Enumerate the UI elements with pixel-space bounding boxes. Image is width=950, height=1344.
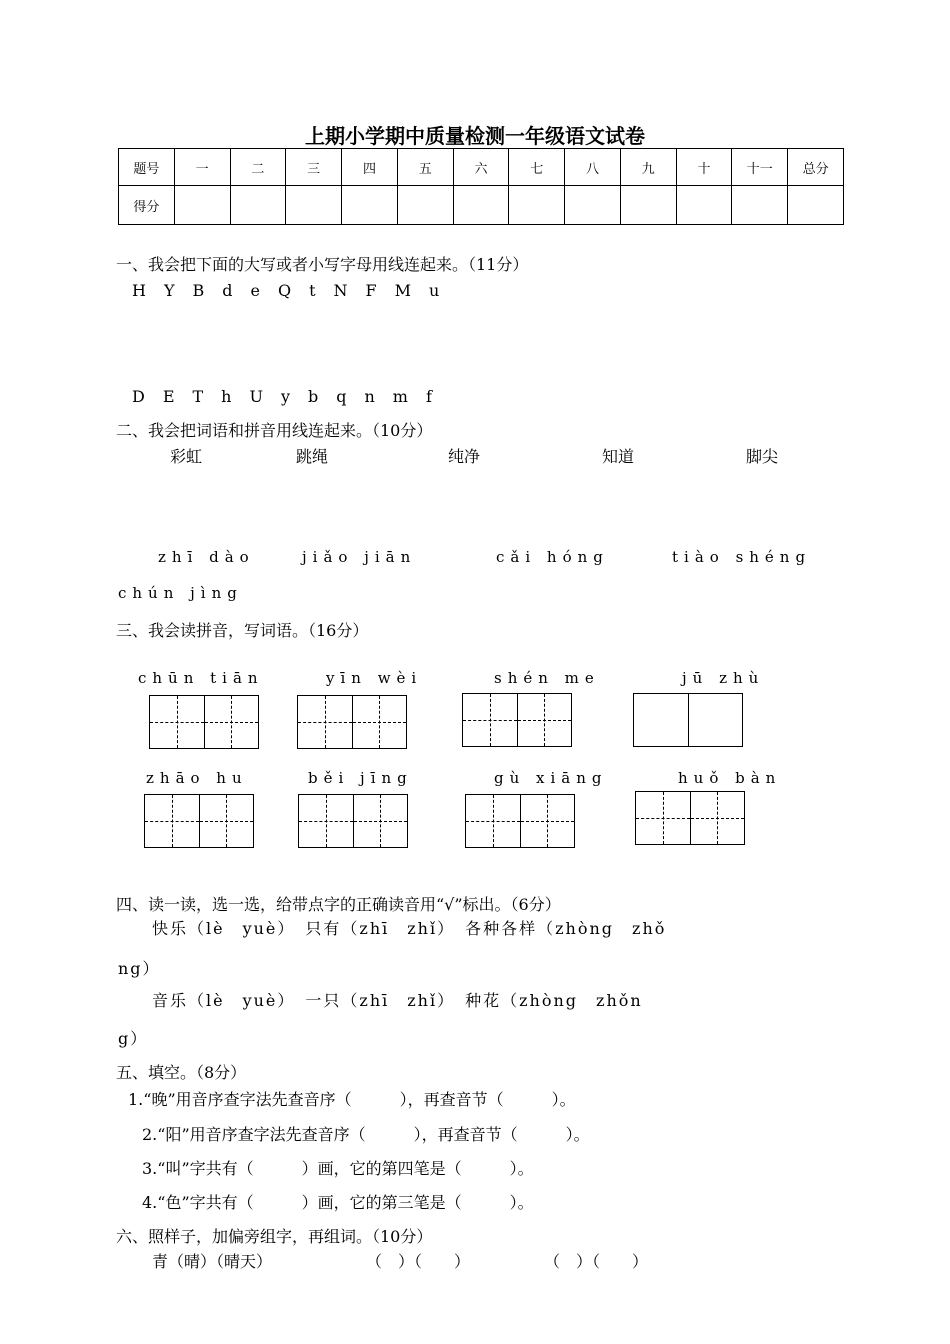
score-cell[interactable] bbox=[453, 186, 509, 225]
q2-word: 脚尖 bbox=[746, 447, 779, 466]
q6-blank[interactable]: （ ）（ ） bbox=[544, 1252, 649, 1271]
q6-heading: 六、照样子，加偏旁组字，再组词。（10分） bbox=[116, 1227, 433, 1246]
header-cell: 五 bbox=[397, 149, 453, 186]
q2-pinyin: chún jìng bbox=[118, 584, 243, 602]
writing-box[interactable] bbox=[144, 794, 254, 848]
writing-box[interactable] bbox=[465, 794, 575, 848]
score-table-score-row bbox=[119, 186, 844, 225]
q2-pinyin: cǎi hóng bbox=[496, 548, 609, 566]
score-table bbox=[118, 148, 844, 225]
score-cell[interactable] bbox=[676, 186, 732, 225]
q2-word: 知道 bbox=[602, 447, 635, 466]
q3-pinyin: jū zhù bbox=[682, 669, 765, 687]
writing-box[interactable] bbox=[635, 791, 745, 845]
score-cell[interactable] bbox=[342, 186, 398, 225]
q4-line: g） bbox=[118, 1029, 149, 1048]
q5-item: 3.“叫”字共有（ ）画，它的第四笔是（ ）。 bbox=[142, 1159, 534, 1178]
header-cell: 十一 bbox=[732, 149, 788, 186]
q2-word: 纯净 bbox=[448, 447, 481, 466]
q4-line: 音乐（lè yuè） 一只（zhī zhǐ） 种花（zhòng zhǒn bbox=[152, 991, 643, 1010]
writing-box[interactable] bbox=[462, 693, 572, 747]
score-cell[interactable] bbox=[620, 186, 676, 225]
q2-word: 跳绳 bbox=[296, 447, 329, 466]
q6-example: 青（晴）（晴天） bbox=[152, 1252, 273, 1271]
q4-heading: 四、读一读，选一选，给带点字的正确读音用“√”标出。（6分） bbox=[116, 895, 561, 914]
q5-item: 2.“阳”用音序查字法先查音序（ ），再查音节（ ）。 bbox=[142, 1125, 590, 1144]
writing-box[interactable] bbox=[297, 695, 407, 749]
q1-bottom-letters: D E T h U y b q n m f bbox=[132, 387, 433, 406]
q3-pinyin: chūn tiān bbox=[138, 669, 264, 687]
q3-pinyin: shén me bbox=[494, 669, 600, 687]
q1-heading: 一、我会把下面的大写或者小写字母用线连起来。（11分） bbox=[116, 255, 529, 274]
q3-pinyin: gù xiāng bbox=[494, 769, 608, 787]
q3-pinyin: yīn wèi bbox=[326, 669, 423, 687]
score-cell[interactable] bbox=[788, 186, 844, 225]
q2-word: 彩虹 bbox=[170, 447, 203, 466]
writing-box[interactable] bbox=[149, 695, 259, 749]
score-cell[interactable] bbox=[174, 186, 230, 225]
score-cell[interactable] bbox=[230, 186, 286, 225]
page-title: 上期小学期中质量检测一年级语文试卷 bbox=[305, 124, 645, 148]
score-cell[interactable] bbox=[509, 186, 565, 225]
header-cell: 三 bbox=[286, 149, 342, 186]
header-cell: 一 bbox=[174, 149, 230, 186]
score-label: 得分 bbox=[119, 186, 175, 225]
q3-pinyin: běi jīng bbox=[308, 769, 413, 787]
q2-heading: 二、我会把词语和拼音用线连起来。（10分） bbox=[116, 421, 433, 440]
score-cell[interactable] bbox=[286, 186, 342, 225]
q6-blank[interactable]: （ ）（ ） bbox=[366, 1252, 471, 1271]
q4-line: ng） bbox=[118, 959, 161, 978]
q3-heading: 三、我会读拼音，写词语。（16分） bbox=[116, 621, 369, 640]
header-cell: 八 bbox=[565, 149, 621, 186]
score-cell[interactable] bbox=[565, 186, 621, 225]
q5-heading: 五、填空。（8分） bbox=[116, 1063, 247, 1082]
header-cell: 七 bbox=[509, 149, 565, 186]
header-cell: 四 bbox=[342, 149, 398, 186]
q2-pinyin: zhī dào bbox=[158, 548, 255, 566]
header-cell: 二 bbox=[230, 149, 286, 186]
q5-item: 1.“晚”用音序查字法先查音序（ ），再查音节（ ）。 bbox=[128, 1090, 576, 1109]
header-cell: 总分 bbox=[788, 149, 844, 186]
header-cell: 六 bbox=[453, 149, 509, 186]
score-table-header-row bbox=[119, 149, 844, 186]
q2-pinyin: jiǎo jiān bbox=[302, 548, 417, 566]
q2-pinyin: tiào shéng bbox=[672, 548, 812, 566]
score-cell[interactable] bbox=[732, 186, 788, 225]
writing-box[interactable] bbox=[298, 794, 408, 848]
q4-line: 快乐（lè yuè） 只有（zhī zhǐ） 各种各样（zhòng zhǒ bbox=[152, 919, 667, 938]
q5-item: 4.“色”字共有（ ）画，它的第三笔是（ ）。 bbox=[142, 1193, 534, 1212]
header-cell: 题号 bbox=[119, 149, 175, 186]
q1-top-letters: H Y B d e Q t N F M u bbox=[132, 281, 441, 300]
q3-pinyin: zhāo hu bbox=[146, 769, 248, 787]
q3-pinyin: huǒ bàn bbox=[678, 769, 782, 787]
writing-box[interactable] bbox=[633, 693, 743, 747]
header-cell: 九 bbox=[620, 149, 676, 186]
score-cell[interactable] bbox=[397, 186, 453, 225]
header-cell: 十 bbox=[676, 149, 732, 186]
